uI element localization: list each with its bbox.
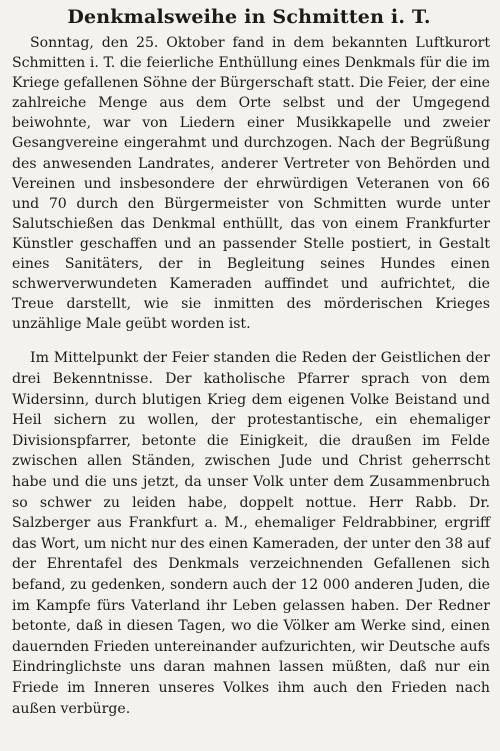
article-paragraph-1: Sonntag, den 25. Oktober fand in dem bekannten Luftkurort Schmitten i. T. die feierliche Enthüllung eines Denkmals für die im Kriege gefallenen Söhne der Bürgerschaft statt. Die Feier, der eine zahlreiche Menge aus dem Orte selbst und der Umgegend beiwohnte, war von Liedern einer Musikkapelle und zweier Gesangvereine eingerahmt und durchzogen. Nach der Begrüßung des anwesenden Landrates, anderer Vertreter von Behörden und Vereinen und insbesondere der ehrwürdigen Veteranen von 66 und 70 durch den Bürgermeister von Schmitten wurde unter Salutschießen das Denkmal enthüllt, das von einem Frankfurter Künstler geschaffen und an passender Stelle postiert, in Gestalt eines Sanitäters, der in Begleitung seines Hundes einen schwerverwundeten Kameraden auffindet und aufrichtet, die Treue darstellt, wie sie inmitten des mörderischen Krieges unzählige Male geübt worden ist. bbox=[12, 35, 490, 333]
article-paragraph-2: Im Mittelpunkt der Feier standen die Reden der Geistlichen der drei Bekenntnisse. Der katholische Pfarrer sprach von dem Widersinn, durch blutigen Krieg dem eigenen Volke Beistand und Heil sichern zu wollen, der protestantische, ein ehemaliger Divisionspfarrer, betonte die Einigkeit, die draußen im Felde zwischen allen Ständen, zwischen Jude und Christ geherrscht habe und die uns jetzt, da unser Volk unter dem Zusammenbruch so schwer zu leiden habe, doppelt nottue. Herr Rabb. Dr. Salzberger aus Frankfurt a. M., ehemaliger Feldrabbiner, ergriff das Wort, um nicht nur des einen Kameraden, der unter den 38 auf der Ehrentafel des Denkmals verzeichnenden Gefallenen sich befand, zu gedenken, sondern auch der 12 000 anderen Juden, die im Kampfe fürs Vaterland ihr Leben gelassen haben. Der Redner betonte, daß in diesen Tagen, wo die Völker am Werke sind, einen dauernden Frieden untereinander aufzurichten, wir Deutsche aufs Eindringlichste uns daran mahnen lassen müßten, daß nur ein Friede im Inneren unseres Volkes ihm auch den Frieden nach außen verbürge. bbox=[12, 350, 490, 717]
article-headline: Denkmalsweihe in Schmitten i. T. bbox=[67, 6, 431, 28]
